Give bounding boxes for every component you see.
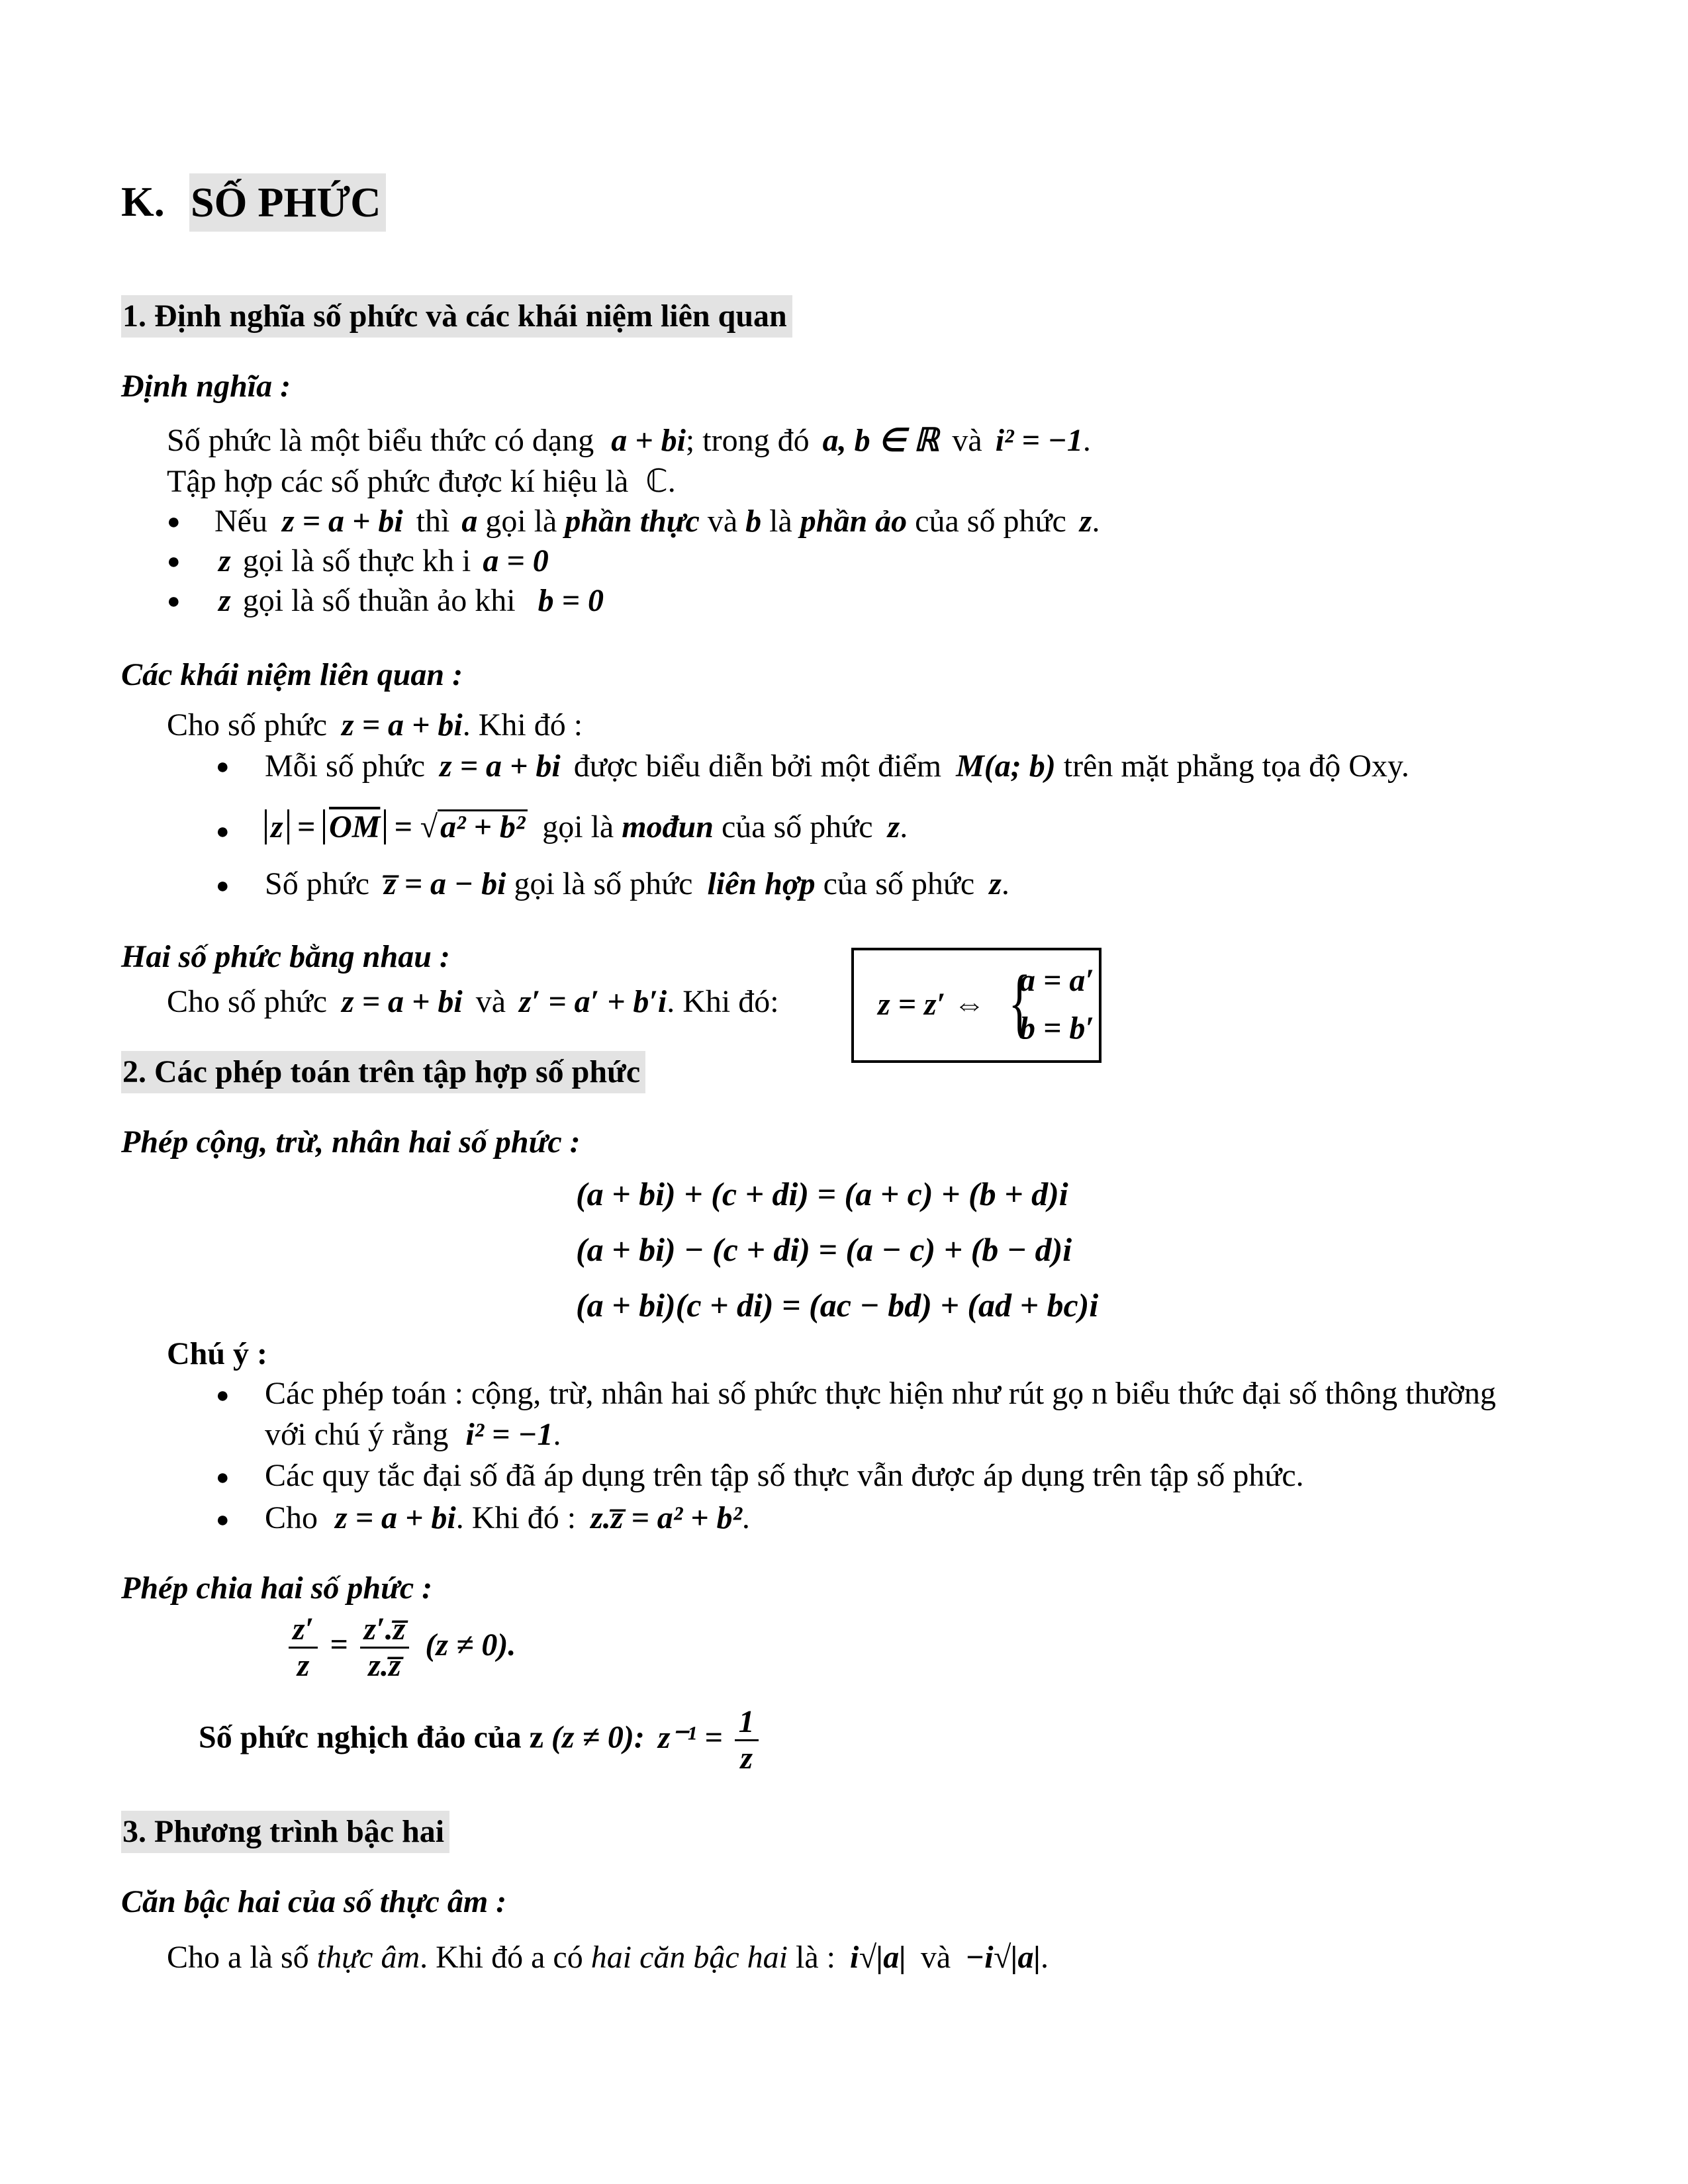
section-1-heading: 1. Định nghĩa số phức và các khái niệm liên quan — [121, 295, 792, 338]
division-label: Phép chia hai số phức : — [121, 1570, 433, 1606]
bullet-icon: ● — [216, 1508, 230, 1532]
section-3-heading: 3. Phương trình bậc hai — [121, 1811, 449, 1853]
definition-bullet-3: z gọi là số thuần ảo khi b = 0 — [218, 583, 604, 618]
definition-line-2: Tập hợp các số phức được kí hiệu là ℂ. — [167, 464, 676, 499]
note-bullet-3: Cho z = a + bi. Khi đó : z.z̅ = a² + b². — [265, 1500, 750, 1535]
equal-label: Hai số phức bằng nhau : — [121, 939, 450, 974]
definition-label: Định nghĩa : — [121, 369, 291, 404]
note-bullet-1: Các phép toán : cộng, trừ, nhân hai số phức thực hiện như rút gọ n biểu thức đại số thông thường — [265, 1376, 1496, 1411]
definition-bullet-1: Nếu z = a + bi thì a gọi là phần thực và b là phần ảo của số phức z. — [214, 504, 1100, 539]
equality-row-1: a = a′ — [1019, 963, 1094, 998]
bullet-icon: ● — [216, 1465, 230, 1490]
concept-bullet-2: $z = \overline{OM} = √a^2 + b^2$ gọi là mođun của số phức z. — [265, 809, 908, 846]
formula-add: (a + bi) + (c + di) = (a + c) + (b + d)i — [576, 1175, 1068, 1212]
division-formula: $\frac{z'}{z}$ = $\frac{z'.z̅}{z.z̅}$ (z ≠ 0). — [285, 1612, 516, 1683]
bullet-icon: ● — [216, 819, 230, 844]
concepts-label: Các khái niệm liên quan : — [121, 657, 463, 692]
operations-label: Phép cộng, trừ, nhân hai số phức : — [121, 1124, 581, 1160]
chapter-letter: K. — [121, 178, 165, 225]
note-bullet-1-cont: với chú ý rằng i² = −1. — [265, 1417, 561, 1452]
bullet-icon: ● — [167, 589, 181, 614]
definition-bullet-2: z gọi là số thực kh i a = 0 — [218, 543, 549, 578]
concepts-intro: Cho số phức z = a + bi. Khi đó : — [167, 707, 583, 743]
bullet-icon: ● — [167, 510, 181, 534]
formula-subtract: (a + bi) − (c + di) = (a − c) + (b − d)i — [576, 1231, 1072, 1268]
note-label: Chú ý : — [167, 1336, 268, 1371]
bullet-icon: ● — [216, 1383, 230, 1408]
brace-icon: { — [1008, 959, 1031, 1046]
equality-lhs: z = z′ ⇔ — [878, 987, 986, 1022]
concept-bullet-1: Mỗi số phức z = a + bi được biểu diễn bởi một điểm M(a; b) trên mặt phẳng tọa độ Oxy. — [265, 749, 1409, 784]
formula-multiply: (a + bi)(c + di) = (ac − bd) + (ad + bc)i — [576, 1287, 1099, 1324]
section-2-heading: 2. Các phép toán trên tập hợp số phức — [121, 1051, 645, 1093]
equality-row-2: b = b′ — [1019, 1011, 1094, 1046]
definition-line-1: Số phức là một biểu thức có dạng a + bi; trong đó a, b ∈ ℝ và i² = −1. — [167, 423, 1091, 458]
concept-bullet-3: Số phức z̅ = a − bi gọi là số phức liên hợp của số phức z. — [265, 866, 1009, 901]
equality-box — [851, 948, 1102, 1063]
chapter-title: SỐ PHỨC — [189, 173, 386, 232]
sqrt-label: Căn bậc hai của số thực âm : — [121, 1884, 507, 1919]
bullet-icon: ● — [216, 874, 230, 898]
equal-line: Cho số phức z = a + bi và z′ = a′ + b′i. Khi đó: — [167, 984, 779, 1019]
bullet-icon: ● — [216, 754, 230, 779]
inverse-line: Số phức nghịch đảo của z (z ≠ 0): z⁻¹ = $\frac{1}{z}$ — [199, 1705, 763, 1776]
bullet-icon: ● — [167, 549, 181, 574]
sqrt-line: Cho a là số thực âm. Khi đó a có hai căn bậc hai là : i√|a| và −i√|a|. — [167, 1940, 1049, 1975]
note-bullet-2: Các quy tắc đại số đã áp dụng trên tập số thực vẫn được áp dụng trên tập số phức. — [265, 1458, 1304, 1493]
